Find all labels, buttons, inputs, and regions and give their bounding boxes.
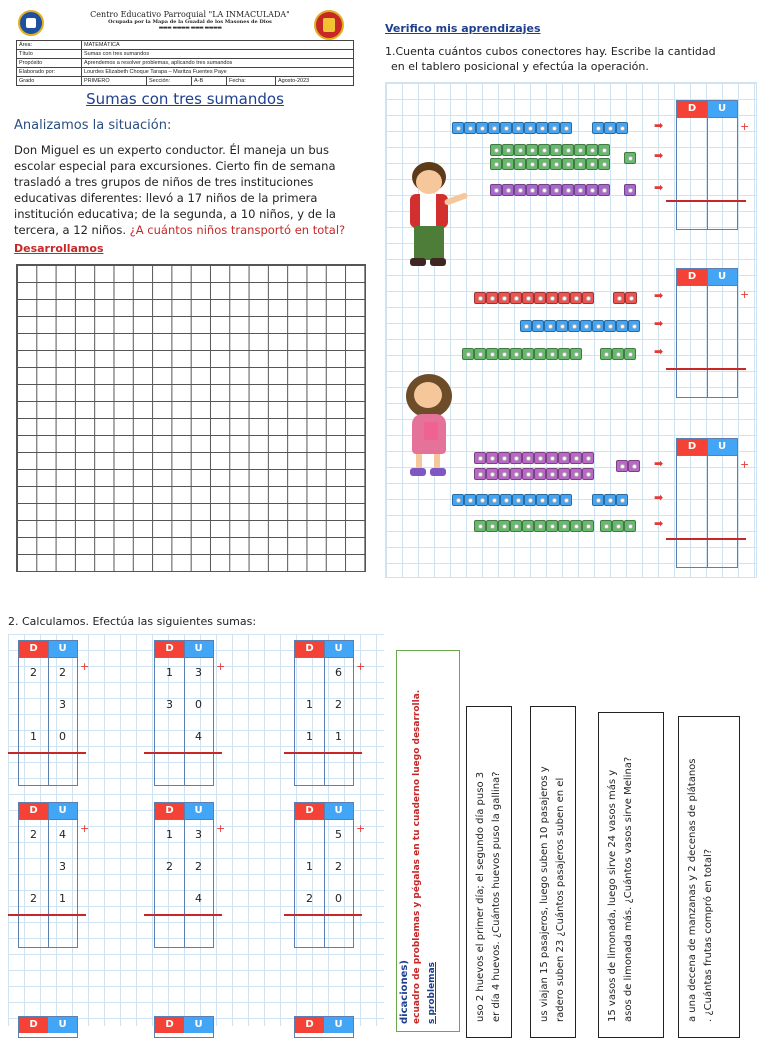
problem-4-line1: a una decena de manzanas y 2 decenas de plátanos <box>687 758 698 1022</box>
info-table <box>16 40 354 86</box>
connector-cube <box>524 494 536 506</box>
instructions-line3: dicaciones) <box>399 960 410 1024</box>
connector-cube <box>452 122 464 134</box>
connector-cube <box>562 158 574 170</box>
digit-cell[interactable]: 2 <box>30 828 37 841</box>
connector-cube <box>604 494 616 506</box>
connector-cube <box>570 348 582 360</box>
problem-3-line2: asos de limonada más. ¿Cuántos vasos sirve Melina? <box>623 756 634 1022</box>
tens-header: D <box>677 269 707 285</box>
units-header: U <box>48 641 77 657</box>
connector-cube <box>616 460 628 472</box>
plus-sign: + <box>356 822 366 835</box>
info-row <box>17 41 354 50</box>
connector-cube <box>558 452 570 464</box>
workspace-grid[interactable] <box>16 264 366 572</box>
sum-line <box>8 914 86 916</box>
connector-cube <box>613 292 625 304</box>
connector-cube <box>490 158 502 170</box>
connector-cube <box>582 452 594 464</box>
connector-cube <box>526 184 538 196</box>
connector-cube <box>464 122 476 134</box>
connector-cube <box>452 494 464 506</box>
connector-cube <box>562 144 574 156</box>
grado-value: PRIMERO <box>82 77 147 86</box>
tens-header: D <box>155 1017 184 1033</box>
connector-cube <box>534 348 546 360</box>
connector-cube <box>490 184 502 196</box>
tens-header: D <box>19 641 48 657</box>
connector-cube <box>512 494 524 506</box>
place-value-board <box>676 268 738 398</box>
digit-cell[interactable]: 1 <box>335 730 342 743</box>
connector-cube <box>546 348 558 360</box>
digit-cell[interactable]: 2 <box>335 860 342 873</box>
connector-cube <box>474 520 486 532</box>
connector-cube <box>514 158 526 170</box>
seccion-label: Sección: <box>147 77 192 86</box>
plus-sign: + <box>80 822 90 835</box>
connector-cube <box>498 520 510 532</box>
instructions-line2: s problemas <box>427 962 437 1024</box>
arrow-icon: ➡ <box>654 119 664 132</box>
connector-cube <box>488 494 500 506</box>
tens-header: D <box>677 101 707 117</box>
place-value-board-partial <box>154 1016 214 1038</box>
tens-header: D <box>295 803 324 819</box>
arrow-icon: ➡ <box>654 491 664 504</box>
tens-header: D <box>295 1017 324 1033</box>
connector-cube <box>546 292 558 304</box>
units-header: U <box>324 1017 353 1033</box>
connector-cube <box>512 122 524 134</box>
grado-label: Grado <box>17 77 82 86</box>
digit-cell[interactable]: 0 <box>195 698 202 711</box>
section-2-heading: 2. Calculamos. Efectúa las siguientes sumas: <box>8 615 257 628</box>
digit-cell[interactable]: 3 <box>59 860 66 873</box>
connector-cube <box>510 292 522 304</box>
digit-cell[interactable]: 1 <box>306 730 313 743</box>
connector-cube <box>534 452 546 464</box>
connector-cube <box>582 468 594 480</box>
connector-cube <box>514 144 526 156</box>
story-main: Don Miguel es un experto conductor. Él maneja un bus escolar especial para excursiones. Cierto fin de semana trasladó a tres grupos de niños de tres instituciones educativas diferentes: llevó a 17 niños de la primera institución educativa; de la segunda, a 10 niños, y de la tercera, a 12 niños. <box>14 143 336 237</box>
school-logo-left <box>18 10 44 36</box>
connector-cube <box>544 320 556 332</box>
connector-cube <box>534 468 546 480</box>
question-1 <box>385 44 765 74</box>
connector-cube <box>570 292 582 304</box>
page-title: Sumas con tres sumandos <box>86 90 284 108</box>
story-question: ¿A cuántos niños transportó en total? <box>129 223 346 237</box>
connector-cube <box>560 494 572 506</box>
connector-cube <box>612 348 624 360</box>
plus-sign: + <box>740 120 750 133</box>
connector-cube <box>582 520 594 532</box>
connector-cube <box>522 292 534 304</box>
problem-4-line2: . ¿Cuántas frutas compró en total? <box>703 848 714 1022</box>
connector-cube <box>628 320 640 332</box>
connector-cube <box>464 494 476 506</box>
fecha-label: Fecha: <box>227 77 276 86</box>
place-value-board-partial <box>18 1016 78 1038</box>
connector-cube <box>532 320 544 332</box>
info-row <box>17 50 354 59</box>
connector-cube <box>534 292 546 304</box>
digit-cell[interactable]: 2 <box>166 860 173 873</box>
tens-header: D <box>677 439 707 455</box>
problem-2-line1: us viajan 15 pasajeros, luego suben 10 pasajeros y <box>539 766 550 1022</box>
verifico-heading: Verifico mis aprendizajes <box>385 22 541 35</box>
arrow-icon: ➡ <box>654 181 664 194</box>
boy-illustration <box>398 160 468 270</box>
digit-cell[interactable]: 1 <box>59 892 66 905</box>
connector-cube <box>568 320 580 332</box>
digit-cell[interactable]: 3 <box>166 698 173 711</box>
connector-cube <box>522 348 534 360</box>
school-name: Centro Educativo Parroquial "LA INMACULADA" <box>90 10 290 19</box>
place-value-board <box>676 100 738 230</box>
tens-header: D <box>155 641 184 657</box>
info-row <box>17 68 354 77</box>
digit-cell[interactable]: 1 <box>306 698 313 711</box>
connector-cube <box>556 320 568 332</box>
connector-cube <box>502 184 514 196</box>
connector-cube <box>574 184 586 196</box>
connector-cube <box>462 348 474 360</box>
sum-line <box>284 752 362 754</box>
connector-cube <box>616 320 628 332</box>
connector-cube <box>474 292 486 304</box>
arrow-icon: ➡ <box>654 457 664 470</box>
connector-cube <box>586 144 598 156</box>
info-row <box>17 59 354 68</box>
connector-cube <box>522 520 534 532</box>
connector-cube <box>510 520 522 532</box>
connector-cube <box>574 144 586 156</box>
connector-cube <box>538 158 550 170</box>
connector-cube <box>538 144 550 156</box>
sum-line <box>144 752 222 754</box>
connector-cube <box>498 468 510 480</box>
connector-cube <box>586 158 598 170</box>
connector-cube <box>486 520 498 532</box>
place-value-board <box>154 802 214 948</box>
connector-cube <box>476 494 488 506</box>
connector-cube <box>546 520 558 532</box>
analizamos-heading: Analizamos la situación: <box>14 118 172 133</box>
digit-cell[interactable]: 4 <box>59 828 66 841</box>
connector-cube <box>624 348 636 360</box>
units-header: U <box>184 803 213 819</box>
connector-cube <box>522 468 534 480</box>
digit-cell[interactable]: 2 <box>306 892 313 905</box>
school-motto: Ocupada por la Mapa de la Guadal de los Masones de Dios <box>108 19 272 25</box>
units-header: U <box>707 439 737 455</box>
connector-cube <box>616 122 628 134</box>
connector-cube <box>522 452 534 464</box>
tens-header: D <box>19 1017 48 1033</box>
connector-cube <box>524 122 536 134</box>
digit-cell[interactable]: 1 <box>166 828 173 841</box>
digit-cell[interactable]: 5 <box>335 828 342 841</box>
digit-cell[interactable]: 2 <box>30 666 37 679</box>
info-row <box>17 77 354 86</box>
connector-cube <box>498 452 510 464</box>
info-label: Elaborado por: <box>17 68 82 77</box>
connector-cube <box>498 292 510 304</box>
tens-header: D <box>295 641 324 657</box>
connector-cube <box>558 520 570 532</box>
connector-cube <box>560 122 572 134</box>
question-1-line1: 1.Cuenta cuántos cubos conectores hay. Escribe la cantidad <box>385 45 716 58</box>
connector-cube <box>624 152 636 164</box>
connector-cube <box>526 144 538 156</box>
connector-cube <box>474 468 486 480</box>
digit-cell[interactable]: 4 <box>195 730 202 743</box>
sum-line <box>8 752 86 754</box>
place-value-board <box>294 640 354 786</box>
connector-cube <box>514 184 526 196</box>
connector-cube <box>520 320 532 332</box>
digit-cell[interactable]: 2 <box>195 860 202 873</box>
connector-cube <box>580 320 592 332</box>
sum-line <box>666 368 746 370</box>
connector-cube <box>570 468 582 480</box>
digit-cell[interactable]: 1 <box>30 730 37 743</box>
connector-cube <box>510 348 522 360</box>
sum-line <box>144 914 222 916</box>
connector-cube <box>570 452 582 464</box>
school-header <box>70 10 310 31</box>
info-value: Aprendemos a resolver problemas, aplicando tres sumandos <box>82 59 354 68</box>
info-label: Área: <box>17 41 82 50</box>
connector-cube <box>488 122 500 134</box>
plus-sign: + <box>740 458 750 471</box>
connector-cube <box>598 144 610 156</box>
connector-cube <box>600 520 612 532</box>
arrow-icon: ➡ <box>654 149 664 162</box>
problem-box-2 <box>530 706 576 1038</box>
connector-cube <box>476 122 488 134</box>
connector-cube <box>604 320 616 332</box>
connector-cube <box>486 452 498 464</box>
connector-cube <box>570 520 582 532</box>
connector-cube <box>604 122 616 134</box>
fecha-value: Agosto-2023 <box>276 77 354 86</box>
digit-cell[interactable]: 2 <box>30 892 37 905</box>
digit-cell[interactable]: 3 <box>195 828 202 841</box>
connector-cube <box>502 158 514 170</box>
connector-cube <box>598 184 610 196</box>
connector-cube <box>548 494 560 506</box>
connector-cube <box>592 320 604 332</box>
connector-cube <box>486 348 498 360</box>
connector-cube <box>558 348 570 360</box>
problem-1-line2: er día 4 huevos. ¿Cuántos huevos puso la gallina? <box>491 771 502 1022</box>
plus-sign: + <box>80 660 90 673</box>
connector-cube <box>474 348 486 360</box>
problem-3-line1: 15 vasos de limonada, luego sirve 24 vasos más y <box>607 769 618 1022</box>
connector-cube <box>546 468 558 480</box>
plus-sign: + <box>216 822 226 835</box>
tens-header: D <box>155 803 184 819</box>
connector-cube <box>550 144 562 156</box>
units-header: U <box>324 803 353 819</box>
place-value-board <box>294 802 354 948</box>
digit-cell[interactable]: 3 <box>195 666 202 679</box>
units-header: U <box>707 269 737 285</box>
problem-2-line2: radero suben 23 ¿Cuántos pasajeros suben en el <box>555 777 566 1022</box>
digit-cell[interactable]: 0 <box>335 892 342 905</box>
info-value: MATEMÁTICA <box>82 41 354 50</box>
arrow-icon: ➡ <box>654 517 664 530</box>
connector-cube <box>548 122 560 134</box>
connector-cube <box>592 122 604 134</box>
digit-cell[interactable]: 1 <box>306 860 313 873</box>
digit-cell[interactable]: 0 <box>59 730 66 743</box>
units-header: U <box>324 641 353 657</box>
units-header: U <box>707 101 737 117</box>
connector-cube <box>598 158 610 170</box>
sum-line <box>284 914 362 916</box>
connector-cube <box>582 292 594 304</box>
school-logo-right <box>314 10 344 40</box>
connector-cube <box>624 520 636 532</box>
connector-cube <box>586 184 598 196</box>
connector-cube <box>558 468 570 480</box>
connector-cube <box>474 452 486 464</box>
connector-cube <box>510 452 522 464</box>
plus-sign: + <box>216 660 226 673</box>
info-value: Lourdes Elizabeth Choque Tarapa – Maritza Fuentes Paye <box>82 68 354 77</box>
place-value-board-partial <box>294 1016 354 1038</box>
connector-cube <box>502 144 514 156</box>
sum-line <box>666 538 746 540</box>
units-header: U <box>48 1017 77 1033</box>
connector-cube <box>486 292 498 304</box>
place-value-board <box>154 640 214 786</box>
connector-cube <box>592 494 604 506</box>
connector-cube <box>624 184 636 196</box>
problem-1-line1: uso 2 huevos el primer día; el segundo día puso 3 <box>475 771 486 1022</box>
connector-cube <box>628 460 640 472</box>
digit-cell[interactable]: 1 <box>166 666 173 679</box>
units-header: U <box>184 641 213 657</box>
connector-cube <box>600 348 612 360</box>
connector-cube <box>546 452 558 464</box>
connector-cube <box>490 144 502 156</box>
plus-sign: + <box>740 288 750 301</box>
instructions-line1: ecuadro de problemas y pégalas en tu cuaderno luego desarrolla. <box>412 689 422 1024</box>
seccion-value: A-B <box>192 77 227 86</box>
school-subtext: ▬▬▬ ▬▬▬▬ ▬▬▬ ▬▬▬▬ <box>158 25 222 31</box>
connector-cube <box>558 292 570 304</box>
tens-header: D <box>19 803 48 819</box>
connector-cube <box>500 122 512 134</box>
arrow-icon: ➡ <box>654 289 664 302</box>
arrow-icon: ➡ <box>654 345 664 358</box>
desarrollamos-heading: Desarrollamos <box>14 242 104 255</box>
girl-illustration <box>398 372 468 482</box>
place-value-board <box>18 640 78 786</box>
question-1-line2: en el tablero posicional y efectúa la operación. <box>391 60 649 73</box>
place-value-board <box>676 438 738 568</box>
units-header: U <box>48 803 77 819</box>
connector-cube <box>550 158 562 170</box>
info-label: Propósito <box>17 59 82 68</box>
digit-cell[interactable]: 2 <box>335 698 342 711</box>
story-text <box>14 142 359 238</box>
digit-cell[interactable]: 6 <box>335 666 342 679</box>
info-value: Sumas con tres sumandos <box>82 50 354 59</box>
connector-cube <box>500 494 512 506</box>
connector-cube <box>536 494 548 506</box>
place-value-board <box>18 802 78 948</box>
connector-cube <box>536 122 548 134</box>
connector-cube <box>538 184 550 196</box>
connector-cube <box>534 520 546 532</box>
connector-cube <box>574 158 586 170</box>
connector-cube <box>526 158 538 170</box>
connector-cube <box>562 184 574 196</box>
connector-cube <box>612 520 624 532</box>
connector-cube <box>486 468 498 480</box>
connector-cube <box>625 292 637 304</box>
plus-sign: + <box>356 660 366 673</box>
digit-cell[interactable]: 4 <box>195 892 202 905</box>
sum-line <box>666 200 746 202</box>
units-header: U <box>184 1017 213 1033</box>
info-label: Título <box>17 50 82 59</box>
connector-cube <box>550 184 562 196</box>
connector-cube <box>616 494 628 506</box>
digit-cell[interactable]: 2 <box>59 666 66 679</box>
arrow-icon: ➡ <box>654 317 664 330</box>
problem-box-1 <box>466 706 512 1038</box>
digit-cell[interactable]: 3 <box>59 698 66 711</box>
connector-cube <box>510 468 522 480</box>
connector-cube <box>498 348 510 360</box>
